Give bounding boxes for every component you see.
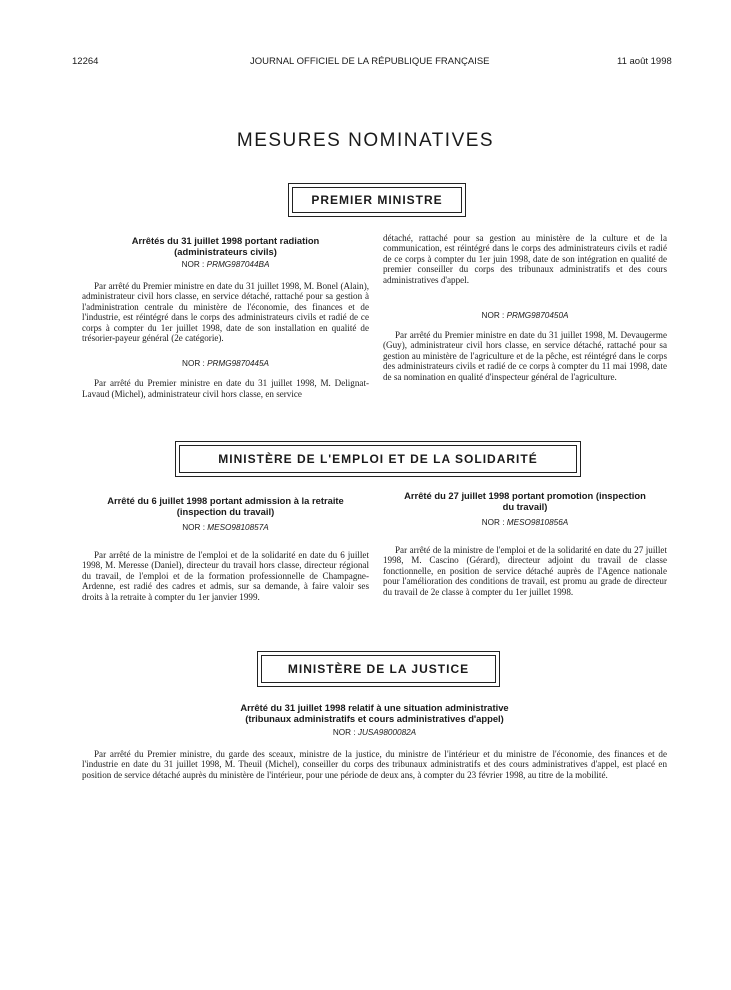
issue-date: 11 août 1998 (617, 56, 672, 67)
nor-code: PRMG9870445A (207, 359, 269, 369)
premier-right-column (383, 233, 667, 382)
nor-code: MESO9810857A (207, 523, 269, 532)
nor-label: NOR : (181, 260, 205, 269)
premier-left-column (82, 236, 369, 399)
section-heading-premier-ministre (288, 183, 466, 217)
section-heading-emploi-solidarite (175, 441, 581, 477)
decree-paragraph: détaché, rattaché pour sa gestion au ministère de la culture et de la communication, est réintégré dans le corps des administrateurs civils et radié de ce corps à compter du 1er juin 1998, date de son intégration en qualité de premier conseiller du corps des tribunaux administratifs et des cours administratives d'appel. (383, 233, 667, 285)
decree-title: Arrêté du 31 juillet 1998 relatif à une situation administrative (tribunaux administratifs et cours administratives d'appel) (240, 702, 509, 724)
nor-reference (383, 518, 667, 527)
nor-code: MESO9810856A (506, 518, 569, 527)
section-heading-label: PREMIER MINISTRE (292, 187, 462, 213)
decree-paragraph: Par arrêté du Premier ministre en date du 31 juillet 1998, M. Delignat-Lavaud (Michel), administrateur civil hors classe, en service (82, 378, 369, 399)
nor-label: NOR : (481, 518, 505, 527)
justice-column (82, 703, 667, 780)
page-title: MESURES NOMINATIVES (236, 130, 495, 151)
nor-code: JUSA9800082A (357, 728, 417, 737)
emploi-left-column (82, 496, 369, 602)
emploi-right-column (383, 491, 667, 597)
decree-paragraph: Par arrêté du Premier ministre en date du 31 juillet 1998, M. Devaugerme (Guy), administrateur civil hors classe, en service détaché, rattaché pour sa gestion au ministère de l'agriculture et de la pêche, est réintégré dans le corps des administrateurs civils et radié de ce corps à compter du 11 mai 1998, date de sa nomination en qualité d'inspecteur général de l'agriculture. (383, 330, 667, 382)
nor-label: NOR : (182, 359, 205, 369)
nor-code: PRMG9870450A (506, 311, 569, 321)
decree-title: Arrêtés du 31 juillet 1998 portant radiation (administrateurs civils) (131, 235, 320, 257)
section-heading-label: MINISTÈRE DE L'EMPLOI ET DE LA SOLIDARITÉ (179, 445, 577, 473)
page-number: 12264 (72, 56, 99, 67)
nor-reference (383, 311, 667, 320)
decree-paragraph: Par arrêté du Premier ministre en date du 31 juillet 1998, M. Bonel (Alain), administrateur civil hors classe, en service détaché, rattaché pour sa gestion à l'administration centrale du ministère de l'économie, des finances et de l'industrie, est réintégré dans le corps des administrateurs civils et radié de ce corps à compter du 1er juillet 1998, date de son installation en qualité de trésorier-payeur général (2e catégorie). (82, 281, 369, 344)
nor-reference (82, 359, 369, 368)
decree-title: Arrêté du 27 juillet 1998 portant promotion (inspection du travail) (404, 490, 646, 512)
nor-code: PRMG987044BA (206, 260, 270, 269)
section-heading-justice (257, 651, 500, 687)
decree-paragraph: Par arrêté de la ministre de l'emploi et de la solidarité en date du 27 juillet 1998, M. Cascino (Gérard), directeur adjoint du travail de classe fonctionnelle, en position de service détaché auprès de l'Agence nationale pour l'amélioration des conditions de travail, est promu au grade de directeur du travail de 2e classe à compter du 1er juillet 1998. (383, 545, 667, 597)
section-heading-label: MINISTÈRE DE LA JUSTICE (261, 655, 496, 683)
decree-paragraph: Par arrêté du Premier ministre, du garde des sceaux, ministre de la justice, du ministre de l'intérieur et du ministre de l'économie, des finances et de l'industrie en date du 31 juillet 1998, M. Theuil (Michel), conseiller du corps des tribunaux administratifs et des cours administratives d'appel, est placé en position de service détaché auprès du ministère de l'intérieur, pour une période de deux ans, à compter du 23 février 1998, au titre de la mobilité. (82, 749, 667, 780)
decree-paragraph: Par arrêté de la ministre de l'emploi et de la solidarité en date du 6 juillet 1998, M. Meresse (Daniel), directeur du travail hors classe, directeur régional du travail, de l'emploi et de la formation professionnelle de Champagne-Ardenne, est radié des cadres et admis, sur sa demande, à faire valoir ses droits à la retraite à compter du 1er janvier 1999. (82, 550, 369, 602)
nor-reference (82, 728, 667, 737)
decree-title: Arrêté du 6 juillet 1998 portant admission à la retraite (inspection du travail) (107, 495, 344, 517)
nor-label: NOR : (182, 523, 205, 532)
nor-reference (82, 523, 369, 532)
journal-title: JOURNAL OFFICIEL DE LA RÉPUBLIQUE FRANÇAISE (250, 56, 490, 67)
nor-label: NOR : (481, 311, 505, 321)
nor-label: NOR : (332, 728, 356, 737)
nor-reference (82, 260, 369, 269)
